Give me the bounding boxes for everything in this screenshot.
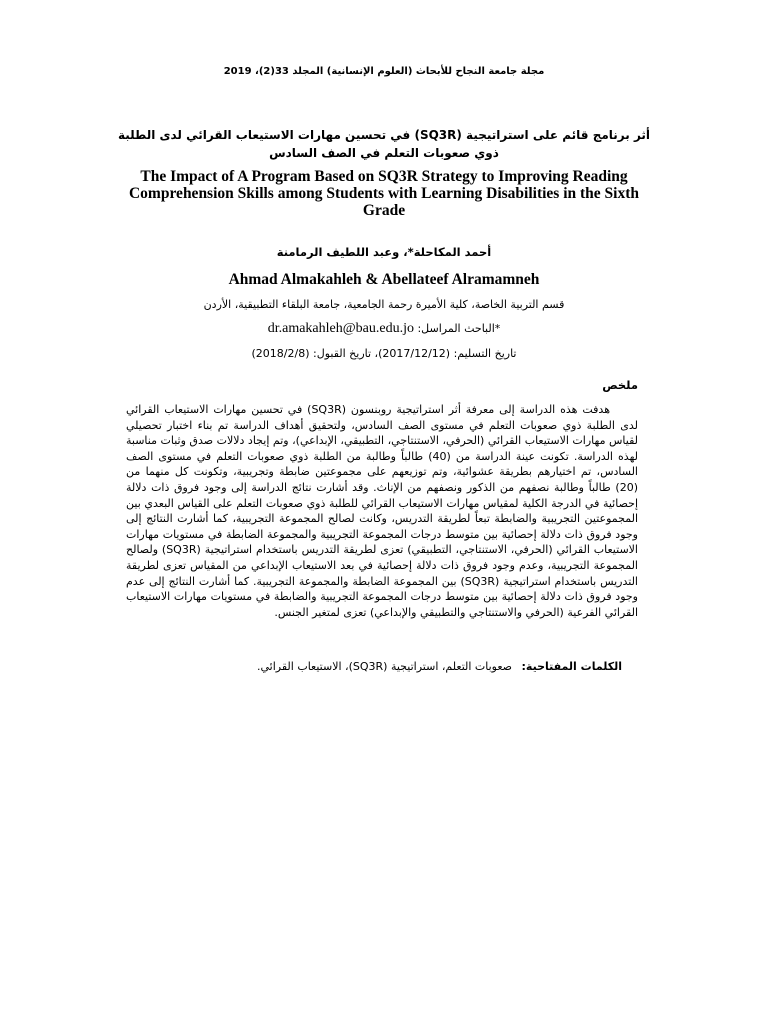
correspondence (0, 321, 768, 337)
keywords (126, 660, 638, 673)
correspondence-label: *الباحث المراسل: (417, 322, 501, 335)
abstract-body: هدفت هذه الدراسة إلى معرفة أثر استراتيجية روبنسون (SQ3R) في تحسين مهارات الاستيعاب القرائي لدى الطلبة ذوي صعوبات التعلم في مستوى الصف السادس، ولتحقيق أهداف الدراسة تم بناء اختبار تحصيلي لقياس مهارات الاستيعاب القرائي (الحرفي، الاستنتاجي، التطبيقي، الإبداعي)، وتم إيجاد دلالات صدق وثبات مناسبة لهذه الدراسة. تكونت عينة الدراسة من (40) طالباً وطالبة من الطلبة ذوي صعوبات التعلم في مستوى الصف السادس، تم اختيارهم بطريقة عشوائية، وتم توزيعهم على مجموعتين ضابطة وتجريبية، وتكونت كل منهما من (20) طالباً وطالبة نصفهم من الذكور ونصفهم من الإناث. وقد أشارت نتائج الدراسة إلى وجود فروق ذات دلالة إحصائية في الدرجة الكلية لمقياس مهارات الاستيعاب القرائي للطلبة ذوي صعوبات التعلم على القياس البعدي بين المجموعتين التجريبية والضابطة تبعاً لطريقة التدريس، وكانت لصالح المجموعة التجريبية، كما أشارت النتائج إلى وجود فروق ذات دلالة إحصائية بين متوسط درجات المجموعة التجريبية والمجموعة الضابطة في مستويات مهارات الاستيعاب القرائي (الحرفي، الاستنتاجي، التطبيقي) تعزى لطريقة التدريس باستخدام استراتيجية (SQ3R) ولصالح المجموعة التجريبية، وعدم وجود فروق ذات دلالة إحصائية في بعد الاستيعاب الإبداعي من المقياس تعزى لطريقة التدريس باستخدام استراتيجية (SQ3R) بين المجموعة الضابطة والمجموعة التجريبية. كما أشارت النتائج إلى عدم وجود فروق ذات دلالة إحصائية بين متوسط درجات المجموعة التجريبية والضابطة في مستويات مهارات الاستيعاب القرائي الفرعية (الحرفي والاستنتاجي والتطبيقي والإبداعي) تعزى لمتغير الجنس. (126, 403, 638, 619)
english-authors: Ahmad Almakahleh & Abellateef Alramamneh (228, 271, 540, 288)
english-title: The Impact of A Program Based on SQ3R Strategy to Improving Reading Comprehension Skills among Students with Learning Disabilities in the Sixth Grade (128, 168, 640, 219)
correspondence-email[interactable]: dr.amakahleh@bau.edu.jo (267, 321, 414, 336)
journal-header: مجلة جامعة النجاح للأبحاث (العلوم الإنسانية) المجلد 33(2)، 2019 (223, 66, 545, 77)
affiliation: قسم التربية الخاصة، كلية الأميرة رحمة الجامعية، جامعة البلقاء التطبيقية، الأردن (203, 298, 565, 311)
keywords-label: الكلمات المفتاحية: (521, 660, 622, 673)
arabic-title: أثر برنامج قائم على استراتيجية (SQ3R) في تحسين مهارات الاستيعاب القرائي لدى الطلبة ذوي صعوبات التعلم في الصف السادس (117, 128, 651, 160)
abstract-heading: ملخص (602, 378, 638, 392)
keywords-text: صعوبات التعلم، استراتيجية (SQ3R)، الاستيعاب القرائي. (257, 660, 513, 673)
submission-dates: تاريخ التسليم: (2017/12/12)، تاريخ القبول: (2018/2/8) (251, 347, 517, 360)
arabic-authors: أحمد المكاحلة*، وعبد اللطيف الرمامنة (276, 245, 492, 259)
